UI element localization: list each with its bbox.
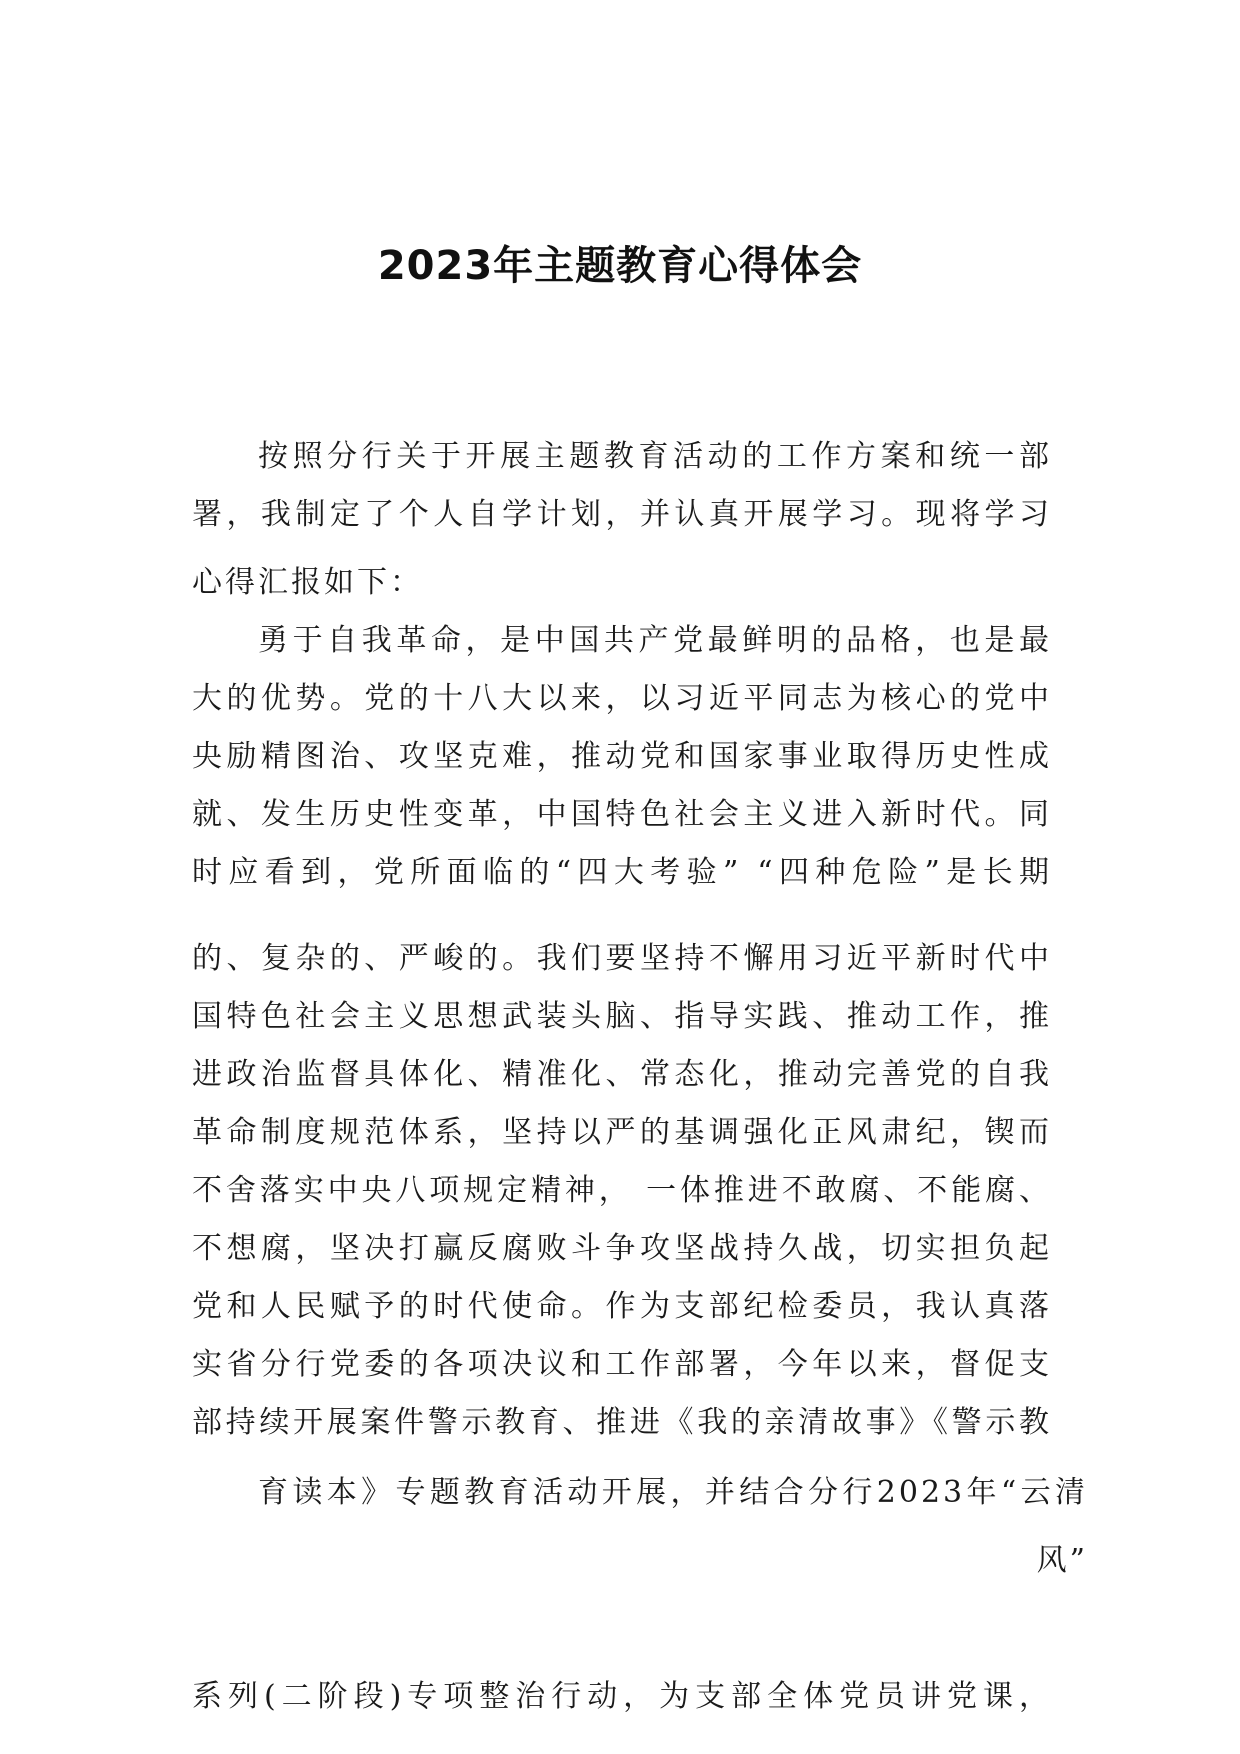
paragraph-line: 不舍落实中央八项规定精神， 一体推进不敢腐、不能腐、 [192,1173,1052,1208]
paragraph-line: 大的优势。党的十八大以来，以习近平同志为核心的党中 [192,681,1052,716]
paragraph-line: 按照分行关于开展主题教育活动的工作方案和统一部 [258,439,1052,474]
paragraph-line: 风” [1036,1543,1088,1578]
paragraph-line: 的、复杂的、严峻的。我们要坚持不懈用习近平新时代中 [192,941,1052,976]
paragraph-line: 不想腐，坚决打赢反腐败斗争攻坚战持久战，切实担负起 [192,1231,1052,1266]
paragraph-line: 勇于自我革命，是中国共产党最鲜明的品格，也是最 [258,623,1052,658]
paragraph-line: 进政治监督具体化、精准化、常态化，推动完善党的自我 [192,1057,1052,1092]
paragraph-line: 时应看到，党所面临的“四大考验” “四种危险”是长期 [192,855,1052,890]
paragraph-line: 实省分行党委的各项决议和工作部署，今年以来，督促支 [192,1347,1052,1382]
paragraph-line: 党和人民赋予的时代使命。作为支部纪检委员，我认真落 [192,1289,1052,1324]
paragraph-line: 育读本》专题教育活动开展，并结合分行2023年“云清 [258,1475,1088,1510]
paragraph-line: 国特色社会主义思想武装头脑、指导实践、推动工作，推 [192,999,1052,1034]
paragraph-line: 央励精图治、攻坚克难，推动党和国家事业取得历史性成 [192,739,1052,774]
paragraph-line: 部持续开展案件警示教育、推进《我的亲清故事》《警示教 [192,1405,1052,1440]
paragraph-line: 心得汇报如下： [192,565,423,600]
paragraph-line: 革命制度规范体系，坚持以严的基调强化正风肃纪，锲而 [192,1115,1052,1150]
paragraph-line: 系列(二阶段)专项整治行动，为支部全体党员讲党课， [192,1679,1052,1714]
paragraph-line: 就、发生历史性变革，中国特色社会主义进入新时代。同 [192,797,1052,832]
paragraph-line: 署，我制定了个人自学计划，并认真开展学习。现将学习 [192,497,1052,532]
document-title: 2023年主题教育心得体会 [377,243,863,289]
